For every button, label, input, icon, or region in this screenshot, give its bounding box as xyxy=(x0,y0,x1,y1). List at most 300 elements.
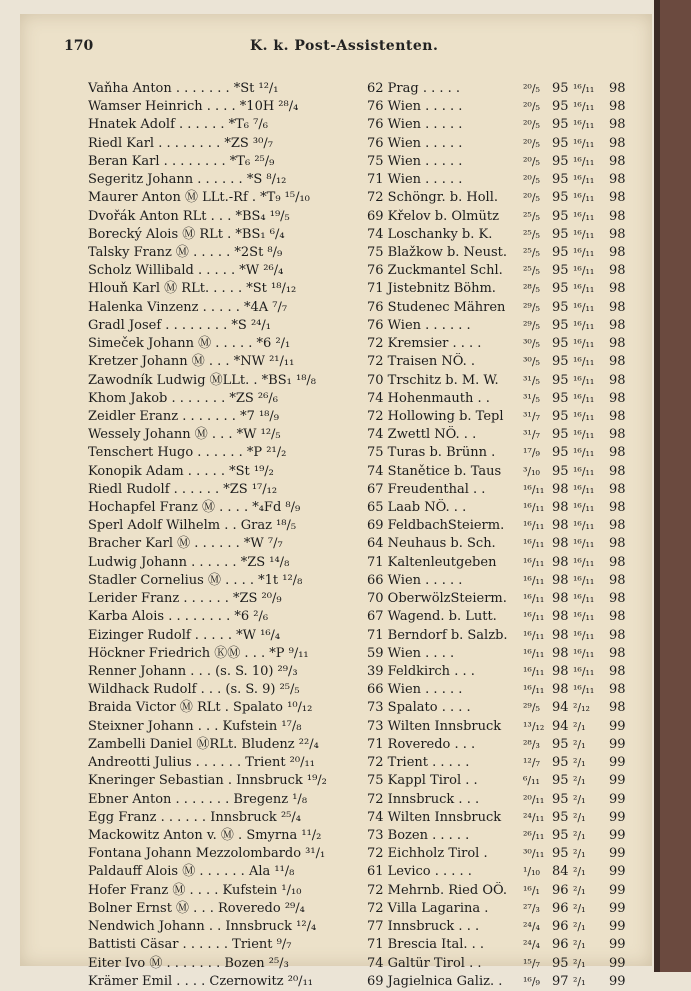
entry-year-1: 95 xyxy=(552,354,569,370)
entry-date-2: ¹⁶/₁₁ xyxy=(573,573,595,587)
entry-posting: 67 Wagend. b. Lutt. xyxy=(367,609,497,625)
entry-posting: 76 Wien . . . . . xyxy=(367,135,463,151)
entry-year-1: 95 xyxy=(552,463,569,479)
entry-year-1: 98 xyxy=(552,572,569,588)
entry-date-2: ²/₁ xyxy=(573,938,586,952)
list-item xyxy=(0,463,654,481)
entry-date-1: ²⁵/₅ xyxy=(523,209,540,223)
entry-posting: 72 Schöngr. b. Holl. xyxy=(367,190,499,206)
entry-date-1: ³⁰/₁₁ xyxy=(523,847,545,861)
entry-date-1: ³¹/₅ xyxy=(523,391,540,405)
entry-name: Zeidler Eranz . . . . . . . *7 ¹⁸/₉ xyxy=(88,408,279,424)
entry-year-2: 98 xyxy=(609,208,626,224)
entry-date-2: ¹⁶/₁₁ xyxy=(573,337,595,351)
entry-name: Nendwich Johann . . Innsbruck ¹²/₄ xyxy=(88,919,317,935)
entry-posting: 72 Traisen NÖ. . xyxy=(367,354,476,370)
entry-name: Sperl Adolf Wilhelm . . Graz ¹⁸/₅ xyxy=(88,518,297,534)
entry-date-2: ¹⁶/₁₁ xyxy=(573,355,595,369)
entry-year-2: 98 xyxy=(609,554,626,570)
entry-year-1: 95 xyxy=(552,427,569,443)
list-item xyxy=(0,681,654,699)
entry-date-1: ²⁵/₅ xyxy=(523,264,540,278)
entry-name: Zambelli Daniel ⓂRLt. Bludenz ²²/₄ xyxy=(88,736,319,752)
entry-year-1: 95 xyxy=(552,372,569,388)
entry-year-2: 98 xyxy=(609,135,626,151)
entry-posting: 72 Kremsier . . . . xyxy=(367,336,482,352)
entry-year-1: 98 xyxy=(552,627,569,643)
entry-date-1: ²⁰/₅ xyxy=(523,100,540,114)
entry-posting: 72 Innsbruck . . . xyxy=(367,791,480,807)
entry-date-2: ²/₁ xyxy=(573,901,586,915)
entry-posting: 75 Wien . . . . . xyxy=(367,153,463,169)
entry-date-1: ²⁷/₃ xyxy=(523,901,540,915)
entry-year-1: 95 xyxy=(552,955,569,971)
entry-year-1: 95 xyxy=(552,263,569,279)
entry-posting: 62 Prag . . . . . xyxy=(367,81,461,96)
list-item xyxy=(0,645,654,663)
entry-posting: 74 Galtür Tirol . . xyxy=(367,955,482,971)
list-item xyxy=(0,408,654,426)
list-item xyxy=(0,135,654,153)
entry-posting: 72 Trient . . . . . xyxy=(367,755,470,771)
entry-posting: 61 Levico . . . . . xyxy=(367,864,472,880)
entry-name: Krämer Emil . . . . Czernowitz ²⁰/₁₁ xyxy=(88,973,313,989)
entry-date-1: ²⁰/₅ xyxy=(523,82,540,95)
entry-year-1: 95 xyxy=(552,281,569,297)
entry-year-2: 98 xyxy=(609,500,626,516)
entry-date-1: ²⁰/₅ xyxy=(523,191,540,205)
entry-name: Mackowitz Anton v. Ⓜ . Smyrna ¹¹/₂ xyxy=(88,827,322,843)
entry-year-1: 95 xyxy=(552,172,569,188)
entry-year-1: 96 xyxy=(552,900,569,916)
list-item xyxy=(0,845,654,863)
entry-name: Ebner Anton . . . . . . . Bregenz ¹/₈ xyxy=(88,791,308,807)
entry-name: Zawodník Ludwig ⓂLLt. . *BS₁ ¹⁸/₈ xyxy=(88,372,317,388)
entry-date-2: ¹⁶/₁₁ xyxy=(573,282,595,296)
entry-name: Battisti Cäsar . . . . . . Trient ⁹/₇ xyxy=(88,937,292,953)
entry-posting: 76 Wien . . . . . xyxy=(367,99,463,115)
entry-date-2: ²/₁ xyxy=(573,792,586,806)
entry-posting: 69 Křelov b. Olmütz xyxy=(367,208,499,224)
list-item xyxy=(0,280,654,298)
list-item xyxy=(0,900,654,918)
entry-year-2: 98 xyxy=(609,172,626,188)
entry-year-1: 95 xyxy=(552,755,569,771)
entry-date-2: ²/₁ xyxy=(573,974,586,988)
entry-year-1: 95 xyxy=(552,736,569,752)
entry-date-2: ¹⁶/₁₁ xyxy=(573,446,595,460)
entry-year-1: 95 xyxy=(552,208,569,224)
entry-posting: 75 Turas b. Brünn . xyxy=(367,445,496,461)
entry-name: Eiter Ivo Ⓜ . . . . . . . Bozen ²⁵/₃ xyxy=(88,955,289,971)
entry-name: Maurer Anton Ⓜ LLt.-Rf . *T₉ ¹⁵/₁₀ xyxy=(88,190,310,206)
entry-date-1: ¹⁶/₁₁ xyxy=(523,610,545,624)
entry-name: Scholz Willibald . . . . . *W ²⁶/₄ xyxy=(88,263,284,279)
entry-name: Egg Franz . . . . . . Innsbruck ²⁵/₄ xyxy=(88,809,301,825)
entry-year-1: 95 xyxy=(552,190,569,206)
entry-year-1: 95 xyxy=(552,336,569,352)
entry-date-1: ²⁰/₅ xyxy=(523,173,540,187)
entry-date-1: ³⁰/₅ xyxy=(523,355,540,369)
entry-year-2: 98 xyxy=(609,645,626,661)
entry-year-2: 99 xyxy=(609,955,626,971)
list-item xyxy=(0,827,654,845)
entry-year-2: 98 xyxy=(609,427,626,443)
entry-date-2: ¹⁶/₁₁ xyxy=(573,373,595,387)
entry-name: Wildhack Rudolf . . . (s. S. 9) ²⁵/₅ xyxy=(88,682,300,698)
list-item xyxy=(0,736,654,754)
entry-date-1: ³/₁₀ xyxy=(523,464,540,478)
entry-year-2: 98 xyxy=(609,664,626,679)
entry-posting: 75 Kappl Tirol . . xyxy=(367,773,478,789)
entry-date-2: ²/₁ xyxy=(573,956,586,970)
entry-year-1: 95 xyxy=(552,445,569,461)
entry-year-2: 98 xyxy=(609,81,626,96)
list-item xyxy=(0,80,654,98)
entry-date-2: ¹⁶/₁₁ xyxy=(573,555,595,569)
list-item xyxy=(0,754,654,772)
list-item xyxy=(0,98,654,116)
entry-posting: 76 Studenec Mähren xyxy=(367,299,506,315)
entry-year-1: 84 xyxy=(552,864,569,880)
entry-date-1: ²⁰/₅ xyxy=(523,118,540,132)
entry-name: Halenka Vinzenz . . . . . *4A ⁷/₇ xyxy=(88,299,288,315)
list-item xyxy=(0,918,654,936)
entry-date-1: ²⁴/₁₁ xyxy=(523,810,545,824)
entry-posting: 71 Brescia Ital. . . xyxy=(367,937,485,953)
entry-year-2: 98 xyxy=(609,682,626,698)
entry-date-1: ¹⁶/₁₁ xyxy=(523,555,545,569)
entry-date-2: ¹⁶/₁₁ xyxy=(573,300,595,314)
entry-date-2: ²/₁ xyxy=(573,810,586,824)
entry-year-2: 98 xyxy=(609,117,626,133)
list-item xyxy=(0,590,654,608)
entry-year-1: 98 xyxy=(552,682,569,698)
entry-date-2: ¹⁶/₁₁ xyxy=(573,665,595,678)
entry-date-2: ¹⁶/₁₁ xyxy=(573,173,595,187)
entry-year-1: 95 xyxy=(552,846,569,862)
entry-date-2: ¹⁶/₁₁ xyxy=(573,191,595,205)
entry-date-1: ²⁴/₄ xyxy=(523,938,540,952)
entry-date-1: ²⁹/₅ xyxy=(523,318,540,332)
entry-posting: 74 Wilten Innsbruck xyxy=(367,809,502,825)
entry-name: Borecký Alois Ⓜ RLt . *BS₁ ⁶/₄ xyxy=(88,226,285,242)
entry-year-1: 98 xyxy=(552,554,569,570)
entry-posting: 64 Neuhaus b. Sch. xyxy=(367,536,496,552)
entry-name: Segeritz Johann . . . . . . *S ⁸/₁₂ xyxy=(88,172,287,188)
list-item xyxy=(0,299,654,317)
entry-date-1: ¹⁶/₁₁ xyxy=(523,665,545,678)
entry-year-2: 98 xyxy=(609,536,626,552)
list-item xyxy=(0,335,654,353)
spine-edge xyxy=(654,0,660,972)
entry-year-1: 95 xyxy=(552,117,569,133)
entry-date-1: ¹²/₇ xyxy=(523,756,540,770)
entry-name: Kretzer Johann Ⓜ . . . *NW ²¹/₁₁ xyxy=(88,354,295,370)
entry-year-2: 98 xyxy=(609,627,626,643)
entry-year-1: 95 xyxy=(552,135,569,151)
entry-date-2: ¹⁶/₁₁ xyxy=(573,264,595,278)
list-item xyxy=(0,262,654,280)
list-item xyxy=(0,955,654,973)
list-item xyxy=(0,936,654,954)
entry-date-2: ¹⁶/₁₁ xyxy=(573,118,595,132)
list-item xyxy=(0,189,654,207)
entry-name: Simeček Johann Ⓜ . . . . . *6 ²/₁ xyxy=(88,336,291,352)
list-item xyxy=(0,554,654,572)
entry-year-1: 95 xyxy=(552,99,569,115)
list-item xyxy=(0,372,654,390)
entry-date-1: ¹⁶/₁₁ xyxy=(523,646,545,660)
entry-date-1: ¹³/₁₂ xyxy=(523,719,545,733)
list-item xyxy=(0,244,654,262)
entry-year-1: 94 xyxy=(552,718,569,734)
entry-year-2: 98 xyxy=(609,591,626,607)
entry-posting: 73 Wilten Innsbruck xyxy=(367,718,502,734)
entry-date-2: ¹⁶/₁₁ xyxy=(573,501,595,515)
entry-name: Talsky Franz Ⓜ . . . . . *2St ⁸/₉ xyxy=(88,244,283,260)
entry-year-1: 95 xyxy=(552,244,569,260)
entry-name: Riedl Rudolf . . . . . . *ZS ¹⁷/₁₂ xyxy=(88,481,278,497)
entry-year-1: 95 xyxy=(552,153,569,169)
entry-name: Stadler Cornelius Ⓜ . . . . *1t ¹²/₈ xyxy=(88,572,303,588)
entry-posting: 66 Wien . . . . . xyxy=(367,572,463,588)
entry-year-2: 98 xyxy=(609,317,626,333)
list-item xyxy=(0,208,654,226)
entry-name: Dvořák Anton RLt . . . *BS₄ ¹⁹/₅ xyxy=(88,208,290,224)
entry-date-1: ¹⁶/₁₁ xyxy=(523,482,545,496)
entry-name: Kneringer Sebastian . Innsbruck ¹⁹/₂ xyxy=(88,773,327,789)
entry-year-2: 99 xyxy=(609,882,626,898)
book-spine xyxy=(654,0,691,972)
entry-posting: 77 Innsbruck . . . xyxy=(367,919,480,935)
entry-posting: 71 Jistebnitz Böhm. xyxy=(367,281,496,297)
entry-date-2: ¹⁶/₁₁ xyxy=(573,482,595,496)
entry-posting: 72 Eichholz Tirol . xyxy=(367,846,488,862)
entry-date-1: ¹/₁₀ xyxy=(523,865,540,879)
list-item xyxy=(0,426,654,444)
entry-posting: 70 OberwölzSteierm. xyxy=(367,591,507,607)
entry-year-2: 99 xyxy=(609,791,626,807)
entry-year-2: 98 xyxy=(609,354,626,370)
entry-date-1: ²⁵/₅ xyxy=(523,245,540,259)
entry-posting: 72 Hollowing b. Tepl xyxy=(367,408,504,424)
list-item xyxy=(0,882,654,900)
entry-year-2: 98 xyxy=(609,390,626,406)
entry-name: Paldauff Alois Ⓜ . . . . . . Ala ¹¹/₈ xyxy=(88,864,295,880)
entry-name: Wessely Johann Ⓜ . . . *W ¹²/₅ xyxy=(88,427,281,443)
entry-name: Gradl Josef . . . . . . . . *S ²⁴/₁ xyxy=(88,317,271,333)
entry-year-1: 95 xyxy=(552,773,569,789)
entry-year-2: 98 xyxy=(609,463,626,479)
page-header xyxy=(64,38,624,60)
entry-posting: 76 Zuckmantel Schl. xyxy=(367,263,503,279)
entry-year-2: 98 xyxy=(609,372,626,388)
entry-year-2: 99 xyxy=(609,809,626,825)
entry-name: Eizinger Rudolf . . . . . *W ¹⁶/₄ xyxy=(88,627,281,643)
entry-year-1: 96 xyxy=(552,882,569,898)
entry-posting: 74 Stanětice b. Taus xyxy=(367,463,502,479)
entry-year-2: 99 xyxy=(609,937,626,953)
entry-date-2: ²/₁ xyxy=(573,883,586,897)
entry-year-2: 98 xyxy=(609,481,626,497)
entry-year-1: 98 xyxy=(552,645,569,661)
entry-year-2: 98 xyxy=(609,281,626,297)
entry-posting: 69 FeldbachSteierm. xyxy=(367,518,505,534)
entry-posting: 72 Villa Lagarina . xyxy=(367,900,489,916)
entry-name: Hlouň Karl Ⓜ RLt. . . . . *St ¹⁸/₁₂ xyxy=(88,281,297,297)
entry-year-2: 98 xyxy=(609,572,626,588)
entry-posting: 73 Spalato . . . . xyxy=(367,700,471,716)
entry-year-2: 98 xyxy=(609,263,626,279)
entry-posting: 73 Bozen . . . . . xyxy=(367,827,470,843)
entry-name: Renner Johann . . . (s. S. 10) ²⁹/₃ xyxy=(88,664,298,679)
list-item xyxy=(0,226,654,244)
entry-posting: 71 Roveredo . . . xyxy=(367,736,476,752)
entry-year-2: 99 xyxy=(609,718,626,734)
entry-date-1: ²⁹/₅ xyxy=(523,701,540,715)
entry-year-2: 99 xyxy=(609,736,626,752)
page-title: K. k. Post-Assistenten. xyxy=(250,38,439,54)
list-item xyxy=(0,973,654,991)
list-item xyxy=(0,699,654,717)
entry-year-2: 98 xyxy=(609,244,626,260)
entry-date-2: ¹⁶/₁₁ xyxy=(573,136,595,150)
entry-name: Tenschert Hugo . . . . . . *P ²¹/₂ xyxy=(88,445,287,461)
entry-name: Andreotti Julius . . . . . . Trient ²⁰/₁₁ xyxy=(88,755,315,771)
list-item xyxy=(0,171,654,189)
entry-date-2: ¹⁶/₁₁ xyxy=(573,537,595,551)
entry-date-1: ¹⁶/₁₁ xyxy=(523,628,545,642)
entry-year-1: 95 xyxy=(552,390,569,406)
entry-date-1: ¹⁶/₁₁ xyxy=(523,519,545,533)
entry-year-2: 98 xyxy=(609,408,626,424)
entry-year-1: 95 xyxy=(552,809,569,825)
list-item xyxy=(0,718,654,736)
entry-year-2: 98 xyxy=(609,518,626,534)
entry-date-2: ¹⁶/₁₁ xyxy=(573,519,595,533)
list-item xyxy=(0,772,654,790)
entry-posting: 66 Wien . . . . . xyxy=(367,682,463,698)
list-item xyxy=(0,153,654,171)
entry-date-1: ²⁶/₁₁ xyxy=(523,828,545,842)
entry-name: Hnatek Adolf . . . . . . *T₆ ⁷/₆ xyxy=(88,117,268,133)
entry-date-2: ¹⁶/₁₁ xyxy=(573,82,595,95)
list-item xyxy=(0,317,654,335)
list-item xyxy=(0,663,654,681)
entry-date-1: ¹⁶/₁₁ xyxy=(523,537,545,551)
entry-date-2: ²/₁ xyxy=(573,847,586,861)
list-item xyxy=(0,517,654,535)
entry-year-2: 99 xyxy=(609,773,626,789)
entry-posting: 74 Zwettl NÖ. . . xyxy=(367,427,477,443)
entry-name: Höckner Friedrich ⓀⓂ . . . *P ⁹/₁₁ xyxy=(88,645,309,661)
list-item xyxy=(0,116,654,134)
entry-date-1: ¹⁶/₁ xyxy=(523,883,540,897)
entry-date-1: ¹⁷/₉ xyxy=(523,446,540,460)
entry-posting: 69 Jagielnica Galiz. . xyxy=(367,973,503,989)
list-item xyxy=(0,499,654,517)
assistant-list xyxy=(0,80,654,991)
entry-year-2: 99 xyxy=(609,900,626,916)
entry-date-2: ²/₁ xyxy=(573,865,586,879)
list-item xyxy=(0,481,654,499)
entry-name: Bracher Karl Ⓜ . . . . . . *W ⁷/₇ xyxy=(88,536,283,552)
entry-year-2: 99 xyxy=(609,919,626,935)
entry-date-2: ¹⁶/₁₁ xyxy=(573,628,595,642)
entry-name: Khom Jakob . . . . . . . *ZS ²⁶/₆ xyxy=(88,390,278,406)
entry-date-2: ²/₁ xyxy=(573,920,586,934)
list-item xyxy=(0,608,654,626)
entry-date-2: ¹⁶/₁₁ xyxy=(573,428,595,442)
list-item xyxy=(0,353,654,371)
entry-year-2: 98 xyxy=(609,153,626,169)
entry-year-1: 94 xyxy=(552,700,569,716)
entry-name: Karba Alois . . . . . . . . *6 ²/₆ xyxy=(88,609,269,625)
list-item xyxy=(0,390,654,408)
entry-year-2: 99 xyxy=(609,846,626,862)
entry-date-2: ¹⁶/₁₁ xyxy=(573,464,595,478)
entry-year-1: 95 xyxy=(552,299,569,315)
entry-name: Beran Karl . . . . . . . . *T₆ ²⁵/₉ xyxy=(88,153,275,169)
entry-year-1: 95 xyxy=(552,81,569,96)
entry-name: Steixner Johann . . . Kufstein ¹⁷/₈ xyxy=(88,718,302,734)
entry-date-1: ³¹/₇ xyxy=(523,428,540,442)
entry-date-1: ³¹/₅ xyxy=(523,373,540,387)
entry-date-1: ²⁸/₃ xyxy=(523,737,540,751)
entry-date-2: ¹⁶/₁₁ xyxy=(573,209,595,223)
entry-date-1: ²⁸/₅ xyxy=(523,282,540,296)
entry-date-2: ¹⁶/₁₁ xyxy=(573,245,595,259)
entry-posting: 76 Wien . . . . . . xyxy=(367,317,471,333)
list-item xyxy=(0,627,654,645)
entry-year-1: 98 xyxy=(552,591,569,607)
entry-year-2: 98 xyxy=(609,190,626,206)
entry-date-1: ²⁵/₅ xyxy=(523,227,540,241)
entry-date-2: ¹⁶/₁₁ xyxy=(573,646,595,660)
list-item xyxy=(0,809,654,827)
entry-year-1: 98 xyxy=(552,481,569,497)
entry-date-2: ¹⁶/₁₁ xyxy=(573,409,595,423)
entry-name: Ludwig Johann . . . . . . *ZS ¹⁴/₈ xyxy=(88,554,290,570)
entry-posting: 74 Hohenmauth . . xyxy=(367,390,490,406)
page-number: 170 xyxy=(64,38,94,54)
entry-date-1: ¹⁶/₁₁ xyxy=(523,683,545,697)
entry-date-1: ⁶/₁₁ xyxy=(523,774,540,788)
entry-date-2: ¹⁶/₁₁ xyxy=(573,683,595,697)
entry-date-2: ²/₁ xyxy=(573,737,586,751)
entry-date-1: ¹⁶/₉ xyxy=(523,974,540,988)
entry-date-2: ²/₁ xyxy=(573,719,586,733)
entry-year-2: 98 xyxy=(609,299,626,315)
entry-posting: 70 Trschitz b. M. W. xyxy=(367,372,499,388)
entry-posting: 71 Berndorf b. Salzb. xyxy=(367,627,508,643)
entry-year-1: 98 xyxy=(552,609,569,625)
entry-date-1: ¹⁶/₁₁ xyxy=(523,501,545,515)
entry-year-2: 98 xyxy=(609,609,626,625)
entry-year-1: 98 xyxy=(552,518,569,534)
entry-year-2: 99 xyxy=(609,973,626,989)
list-item xyxy=(0,863,654,881)
entry-year-2: 98 xyxy=(609,336,626,352)
entry-date-1: ³¹/₇ xyxy=(523,409,540,423)
entry-date-2: ¹⁶/₁₁ xyxy=(573,391,595,405)
list-item xyxy=(0,535,654,553)
entry-year-2: 98 xyxy=(609,226,626,242)
entry-date-2: ²/₁ xyxy=(573,774,586,788)
entry-date-1: ²⁹/₅ xyxy=(523,300,540,314)
entry-year-2: 99 xyxy=(609,827,626,843)
